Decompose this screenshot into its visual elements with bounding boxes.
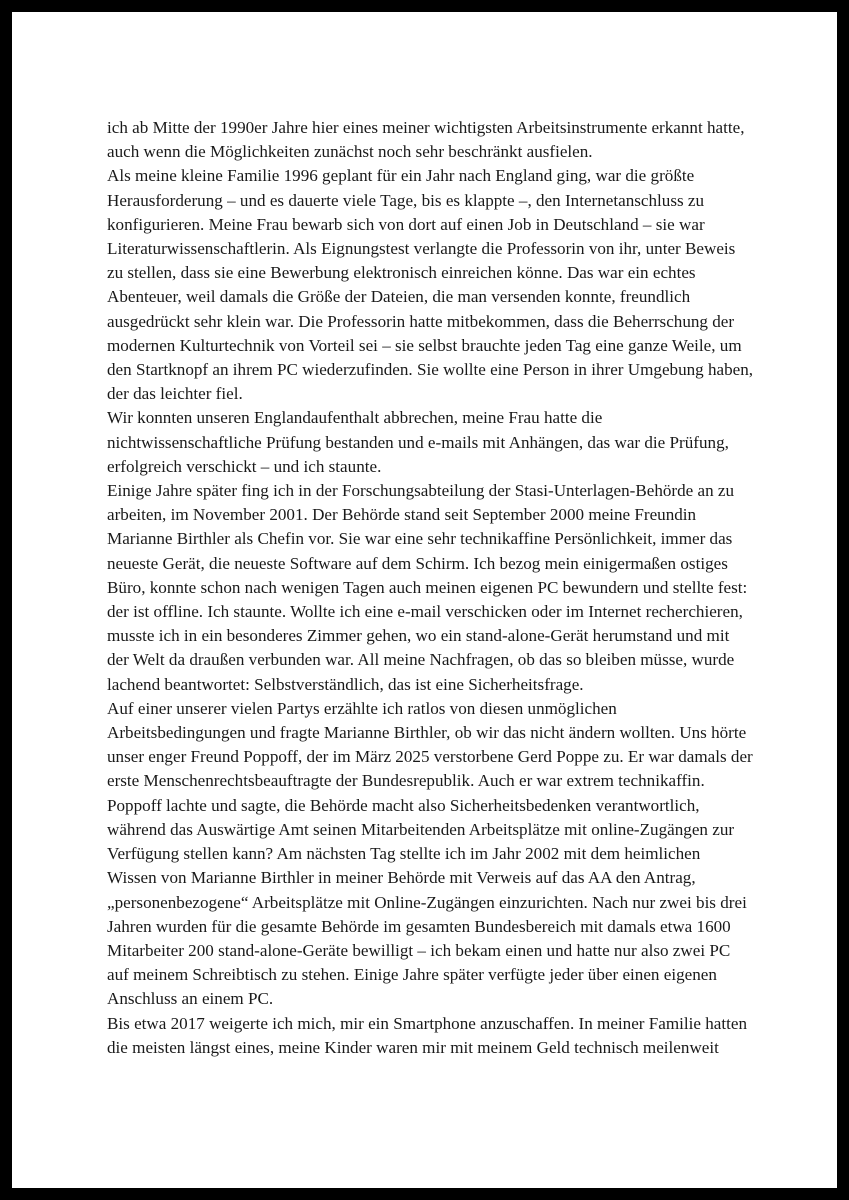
text-line: neueste Gerät, die neueste Software auf dem Schirm. Ich bezog mein einigermaßen ostiges	[107, 553, 728, 573]
text-line: lachend beantwortet: Selbstverständlich, das ist eine Sicherheitsfrage.	[107, 674, 584, 694]
text-line: die meisten längst eines, meine Kinder waren mir mit meinem Geld technisch meilenweit	[107, 1037, 719, 1057]
text-line: Büro, konnte schon nach wenigen Tagen auch meinen eigenen PC bewundern und stellte fest:	[107, 577, 748, 597]
text-line: Wir konnten unseren Englandaufenthalt abbrechen, meine Frau hatte die	[107, 408, 603, 428]
text-line: arbeiten, im November 2001. Der Behörde stand seit September 2000 meine Freundin	[107, 505, 697, 525]
text-line: zu stellen, dass sie eine Bewerbung elektronisch einreichen könne. Das war ein echtes	[107, 263, 696, 283]
text-line: auch wenn die Möglichkeiten zunächst noch sehr beschränkt ausfielen.	[107, 142, 593, 162]
text-line: Abenteuer, weil damals die Größe der Dateien, die man versenden konnte, freundlich	[107, 287, 691, 307]
text-line: der Welt da draußen verbunden war. All meine Nachfragen, ob das so bleiben müsse, wurde	[107, 650, 735, 670]
text-line: Mitarbeiter 200 stand-alone-Geräte bewilligt – ich bekam einen und hatte nur also zwei PC	[107, 940, 731, 960]
text-line: erste Menschenrechtsbeauftragte der Bundesrepublik. Auch er war extrem technikaffin.	[107, 771, 705, 791]
text-line: Arbeitsbedingungen und fragte Marianne Birthler, ob wir das nicht ändern wollten. Uns hörte	[107, 723, 747, 743]
text-line: Einige Jahre später fing ich in der Forschungsabteilung der Stasi-Unterlagen-Behörde an zu	[107, 481, 735, 501]
text-line: Anschluss an einem PC.	[107, 989, 274, 1009]
text-line: den Startknopf an ihrem PC wiederzufinden. Sie wollte eine Person in ihrer Umgebung haben,	[107, 360, 754, 380]
text-line: auf meinem Schreibtisch zu stehen. Einige Jahre später verfügte jeder über einen eigenen	[107, 965, 717, 985]
text-line: musste ich in ein besonderes Zimmer gehen, wo ein stand-alone-Gerät herumstand und mit	[107, 626, 730, 646]
text-line: Poppoff lachte und sagte, die Behörde macht also Sicherheitsbedenken verantwortlich,	[107, 795, 700, 815]
text-line: nichtwissenschaftliche Prüfung bestanden und e-mails mit Anhängen, das war die Prüfung,	[107, 432, 729, 452]
text-line: konfigurieren. Meine Frau bewarb sich von dort auf einen Job in Deutschland – sie war	[107, 214, 705, 234]
document-page	[12, 12, 837, 1188]
text-line: ich ab Mitte der 1990er Jahre hier eines meiner wichtigsten Arbeitsinstrumente erkannt hatte,	[107, 118, 745, 137]
text-line: Auf einer unserer vielen Partys erzählte ich ratlos von diesen unmöglichen	[107, 698, 617, 718]
text-line: erfolgreich verschickt – und ich staunte.	[107, 456, 382, 476]
text-line: Marianne Birthler als Chefin vor. Sie war eine sehr technikaffine Persönlichkeit, immer das	[107, 529, 733, 549]
text-line: Wissen von Marianne Birthler in meiner Behörde mit Verweis auf das AA den Antrag,	[107, 868, 696, 888]
text-line: Als meine kleine Familie 1996 geplant für ein Jahr nach England ging, war die größte	[107, 166, 695, 186]
body-text	[107, 116, 753, 1060]
text-line: modernen Kulturtechnik von Vorteil sei – sie selbst brauchte jeden Tag eine ganze Weile, um	[107, 335, 742, 355]
text-line: ausgedrückt sehr klein war. Die Professorin hatte mitbekommen, dass die Beherrschung der	[107, 311, 735, 331]
text-line: während das Auswärtige Amt seinen Mitarbeitenden Arbeitsplätze mit online-Zugängen zur	[107, 819, 735, 839]
text-line: der ist offline. Ich staunte. Wollte ich eine e-mail verschicken oder im Internet recherchieren,	[107, 602, 743, 622]
text-line: Bis etwa 2017 weigerte ich mich, mir ein Smartphone anzuschaffen. In meiner Familie hatten	[107, 1013, 748, 1033]
text-line: „personenbezogene“ Arbeitsplätze mit Online-Zugängen einzurichten. Nach nur zwei bis drei	[107, 892, 747, 912]
text-line: Verfügung stellen kann? Am nächsten Tag stellte ich im Jahr 2002 mit dem heimlichen	[107, 844, 701, 864]
text-line: der das leichter fiel.	[107, 384, 243, 404]
text-line: unser enger Freund Poppoff, der im März 2025 verstorbene Gerd Poppe zu. Er war damals der	[107, 747, 753, 767]
text-line: Literaturwissenschaftlerin. Als Eignungstest verlangte die Professorin von ihr, unter Beweis	[107, 239, 736, 259]
text-line: Jahren wurden für die gesamte Behörde im gesamten Bundesbereich mit damals etwa 1600	[107, 916, 731, 936]
text-line: Herausforderung – und es dauerte viele Tage, bis es klappte –, den Internetanschluss zu	[107, 190, 705, 210]
